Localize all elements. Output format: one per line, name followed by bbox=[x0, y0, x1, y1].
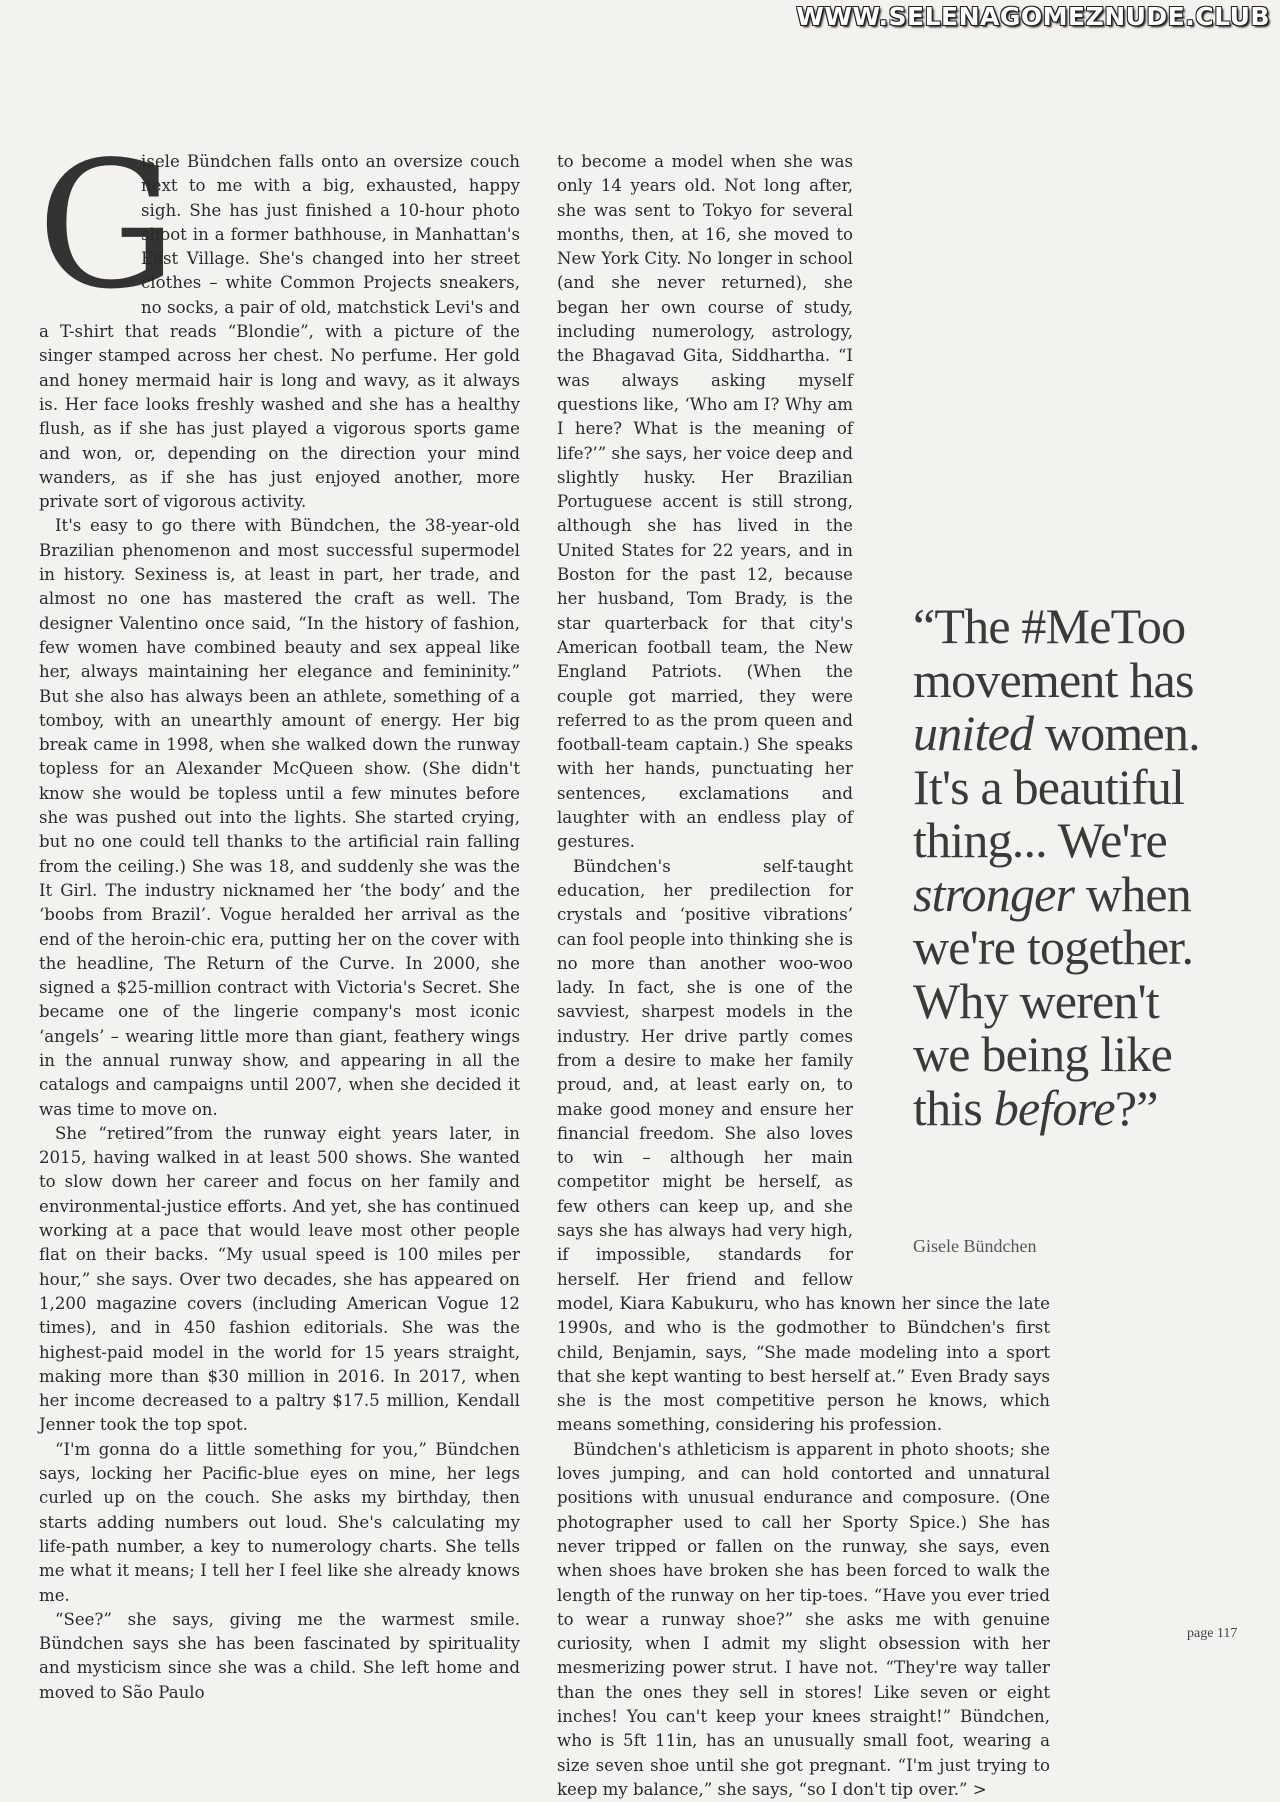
page-number: page 117 bbox=[1187, 1626, 1238, 1641]
pull-quote-emphasis: stronger bbox=[913, 865, 1075, 922]
article-paragraph: to become a model when she was only 14 years old. Not long after, she was sent to Tokyo for several months, then, at 16, she moved to New York City. No longer in school (and she never returned), she began her own course of study, including numerology, astrology, the Bhagavad Gita, Siddhartha. “I was always asking myself questions like, ‘Who am I? Why am I here? What is the meaning of life?’” she says, her voice deep and slightly husky. Her Brazilian Portuguese accent is still strong, although she has lived in the United States for 22 years, and in Boston for the past 12, because her husband, Tom Brady, is the star quarterback for that city's American football team, the New England Patriots. (When the couple got married, they were referred to as the prom queen and football-team captain.) She speaks with her hands, punctuating her sentences, exclamations and laughter with an endless play of gestures. bbox=[557, 152, 853, 852]
pull-quote-text: women. It's a beautiful thing... We're bbox=[913, 705, 1200, 868]
article-paragraph: isele Bündchen falls onto an oversize couch next to me with a big, exhausted, happy sigh. She has just finished a 10-hour photo shoot in a former bathhouse, in Manhattan's East Village. She's changed into her street clothes – white Common Projects sneakers, no socks, a pair of old, matchstick Levi's and a T-shirt that reads “Blondie”, with a picture of the singer stamped across her chest. No perfume. Her gold and honey mermaid hair is long and wavy, as it always is. Her face looks freshly washed and she has a healthy flush, as if she has just played a vigorous sports game and won, or, depending on the direction your mind wanders, as if she has just enjoyed another, more private sort of vigorous activity. bbox=[39, 152, 520, 512]
article-paragraph: “I'm gonna do a little something for you,” Bündchen says, locking her Pacific-blue eyes on mine, her legs curled up on the couch. She asks my birthday, then starts adding numbers out loud. She's calculating my life-path number, a key to numerology charts. She tells me what it means; I tell her I feel like she already knows me. bbox=[39, 1439, 520, 1605]
drop-cap: G bbox=[37, 125, 177, 328]
pull-quote-text: ?” bbox=[1114, 1079, 1158, 1136]
pull-quote-text: when we're together. Why weren't we being like this bbox=[913, 865, 1194, 1136]
article-column-left bbox=[37, 125, 520, 1705]
article-paragraph: Bündchen's athleticism is apparent in photo shoots; she loves jumping, and can hold contorted and unnatural positions with unusual endurance and composure. (One photographer used to call her Sporty Spice.) She has never tripped or fallen on the runway, she says, even when shoes have broken she has been forced to walk the length of the runway on her tip-toes. “Have you ever tried to wear a runway shoe?” she asks me with genuine curiosity, when I admit my slight obsession with her mesmerizing power strut. I have not. “They're way taller than the ones they sell in stores! Like seven or eight inches! You can't keep your knees straight!” Bündchen, who is 5ft 11in, has an unusually small foot, wearing a size seven shoe until she got pregnant. “I'm just trying to keep my balance,” she says, “so I don't tip over.” > bbox=[557, 1439, 1050, 1799]
pull-quote-attribution: Gisele Bündchen bbox=[913, 1236, 1037, 1256]
pull-quote-emphasis: united bbox=[913, 705, 1034, 761]
watermark-text: WWW.SELENAGOMEZNUDE.CLUB bbox=[796, 2, 1270, 31]
article-paragraph: “See?” she says, giving me the warmest smile. Bündchen says she has been fascinated by spirituality and mysticism since she was a child. She left home and moved to São Paulo bbox=[39, 1609, 520, 1702]
article-paragraph: Bündchen's self-taught education, her predilection for crystals and ‘positive vibrations’ can fool people into thinking she is no more than another woo-woo lady. In fact, she is one of the savviest, sharpest models in the industry. Her drive partly comes from a desire to make her family proud, and, at least early on, to make good money and ensure her financial freedom. She also loves to win – although her main competitor might be herself, as few others can keep up, and she says she has always had very high, if impossible, standards for herself. Her friend and fellow model, Kiara Kabukuru, who has known her since the late 1990s, and who is the godmother to Bündchen's first child, Benjamin, says, “She made modeling into a sport that she kept wanting to best herself at.” Even Brady says she is the most competitive person he knows, which means something, considering his profession. bbox=[557, 856, 1050, 1435]
pull-quote bbox=[913, 600, 1213, 1135]
article-paragraph: She “retired”from the runway eight years later, in 2015, having walked in at least 500 shows. She wanted to slow down her career and focus on her family and environmental-justice efforts. And yet, she has continued working at a pace that would leave most other people flat on their backs. “My usual speed is 100 miles per hour,” she says. Over two decades, she has appeared on 1,200 magazine covers (including American Vogue 12 times), and in 450 fashion editorials. She was the highest-paid model in the world for 15 years straight, making more than $30 million in 2016. In 2017, when her income decreased to a paltry $17.5 million, Kendall Jenner took the top spot. bbox=[39, 1123, 520, 1435]
pull-quote-emphasis: before bbox=[993, 1079, 1115, 1136]
article-paragraph: It's easy to go there with Bündchen, the 38-year-old Brazilian phenomenon and most successful supermodel in history. Sexiness is, at least in part, her trade, and almost no one has mastered the craft as well. The designer Valentino once said, “In the history of fashion, few women have combined beauty and sex appeal like her, always maintaining her elegance and femininity.” But she also has always been an athlete, something of a tomboy, with an unearthly amount of energy. Her big break came in 1998, when she walked down the runway topless for an Alexander McQueen show. (She didn't know she would be topless until a few minutes before she was pushed out into the lights. She started crying, but no one could tell thanks to the artificial rain falling from the ceiling.) She was 18, and suddenly she was the It Girl. The industry nicknamed her ‘the body’ and the ‘boobs from Brazil’. Vogue heralded her arrival as the end of the heroin-chic era, putting her on the cover with the headline, The Return of the Curve. In 2000, she signed a $25-million contract with Victoria's Secret. She became one of the lingerie company's most iconic ‘angels’ – wearing little more than giant, feathery wings in the annual runway show, and appearing in all the catalogs and campaigns until 2007, when she decided it was time to move on. bbox=[39, 516, 520, 1119]
pull-quote-text: “The #MeToo movement has bbox=[913, 598, 1194, 708]
